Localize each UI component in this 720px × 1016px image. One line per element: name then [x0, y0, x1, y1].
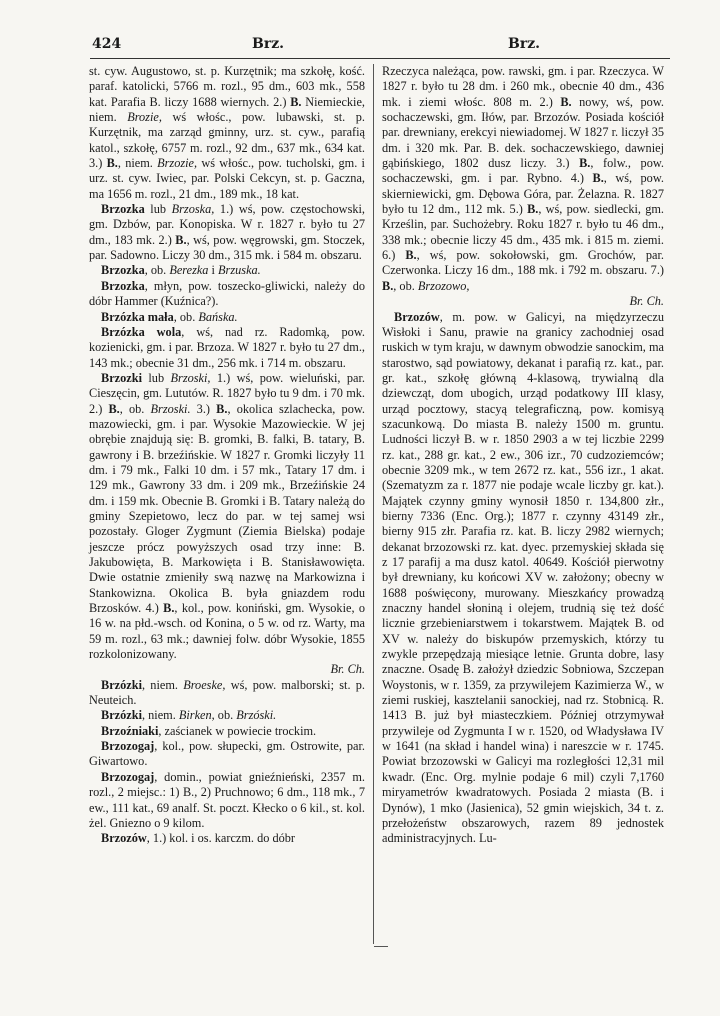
dictionary-entry [382, 64, 664, 310]
entry-text: , niem. [141, 708, 179, 723]
left-column [89, 64, 365, 847]
dictionary-entry [89, 263, 365, 278]
entry-text: , wś, pow. węgrowski, gm. Stoczek, par. Sadowno. Liczy 30 dm., 315 mk. i 584 m. obszaru. [89, 232, 365, 263]
entry-text: , okolica szlachecka, pow. mazowiecki, gm. i par. Wysokie Mazowieckie. W jej obrębie znajdują się: B. gromki, B. falki, B. tatary, B. gawrony i B. brzeźińskie. W 1827 r. Gromki liczyły 11 dm. i 79 mk., Falki 10 dm. i 57 mk., Tatary 17 dm. i 129 mk., Gawrony 33 dm. i 209 mk., Brzeźińskie 24 dm. i 159 mk. Obecnie B. Gromki i B. Tatary należą do gminy Szepietowo, lecz do par. w tej samej wsi pozostały. Gloger Zygmunt (Ziemia Bielska) podaje jeszcze prócz powyższych osad trzy inne: B. Jakubowięta, B. Markowięta i B. Stanisławowięta. Dwie ostatnie zmieniły swą nazwę na Markowizna i Stankowizna. Okolica B. była gniazdem rodu Brzosków. 4.) [89, 401, 365, 616]
page-header [0, 36, 720, 56]
entry-text: , folw., pow. sochaczewski, gm. i par. Rybno. 4.) [382, 156, 664, 186]
entry-headword: B. [175, 232, 187, 247]
entry-text: , m. pow. w Galicyi, na międzyrzeczu Wisłoki i Sanu, prawie na granicy zachodniej osad ruskich w tym kraju, w dawnym obwodzie sanockim, ma starostwo, sąd powiatowy, dekanat i parafią rz. kat., par. gr. kat., szkołę główną 4-klasową, trywialną dla dziewcząt, dom ubogich, urząd podatkowy III klasy, urząd pocztowy, stacyą telegraficzną, pow. komisyą szacunkową. Do miasta B. należy 1500 m. gruntu. Ludności liczył B. w r. 1850 2903 a w tej liczbie 2299 rz. kat., 288 gr. kat., 2 ew., 306 izr., 70 cudzoziemców; obecnie 3209 mk., w tem 2672 rz. kat., 556 izr., 1 akat. (Szematyzm za r. 1877 nie podaje wcale liczby gr. kat.). Majątek czynny gminy wynosił 1850 r. 134,800 złr., bierny 7336 (Enc. Org.); 1877 r. czynny 43149 złr., bierny 915 złr. Parafia rz. kat. B. liczy 2982 wiernych; dekanat brzozowski rz. kat. dyec. przemyskiej składa się z 17 parafij a ma dusz katol. 40649. Kościół pierwotny był drewniany, ku końcowi XV w. założony; obecny w 1688 poświęcony, murowany. Mieszkańcy prowadzą znaczny handel słoniną i olejem, trudnią się też dość licznie grzebieniarstwem i tokarstwem. Majątek B. od XV w. należy do biskupów przemyskich, którzy tu zwykle przepędzają miesiące letnie. Grunta dobre, lasy znaczne. Osadę B. założył dziedzic Sobniowa, Szczepan Woystonis, w r. 1359, za przywilejem Kazimierza W., w ziemi ruskiej, kasztelanii sanockiej, nad rz. Stobnicą. R. 1413 B. już był miasteczkiem. Później otrzymywał przywileje od Zygmunta I w r. 1520, od Władysława IV w 1641 (na skład i handel wina) i nareszcie w r. 1745. Powiat brzozowski w Galicyi ma rozległości 12,31 mil kwadr. (Enc. Org. mylnie podaje 6 mil) czyli 7,1760 miryametrów kwadratowych. Posiada 2 miasta (B. i Dynów), 1 mko (Jasienica), 52 gmin wiejskich, 34 t. z. przełożeństw obszarowych, razem 89 jednostek administracyjnych. Lu- [382, 309, 664, 846]
entry-text: , młyn, pow. toszecko-gliwicki, należy do dóbr Hammer (Kuźnica?). [89, 278, 365, 309]
entry-italic-text: Brzoska, [171, 202, 215, 217]
dictionary-entry [89, 310, 365, 325]
entry-italic-text: Brzoski, [170, 370, 211, 385]
entry-italic-text: Bańska. [198, 309, 238, 324]
entry-headword: Brzózki [101, 708, 142, 723]
entry-headword: B. [108, 401, 120, 416]
dictionary-entry [89, 724, 365, 739]
entry-headword: Brzozogaj [101, 769, 155, 784]
entry-text: i [208, 263, 219, 278]
header-rule [90, 58, 670, 59]
header-left-word: Brz. [252, 36, 285, 52]
dictionary-entry [89, 678, 365, 709]
author-signature: Br. Ch. [629, 294, 664, 309]
right-column [382, 64, 664, 847]
entry-text: , zaścianek w powiecie trockim. [158, 723, 317, 738]
entry-text: 1.) wś, pow. wieluński, par. Cieszęcin, gm. Lututów. R. 1827 było tu 9 dm. i 70 mk. 2.) [89, 370, 365, 416]
dictionary-entry [89, 739, 365, 770]
entry-headword: Brzozka [101, 263, 145, 278]
entry-headword: Brzozów [101, 831, 147, 846]
author-signature: Br. Ch. [330, 662, 365, 677]
entry-italic-text: Berezka [169, 263, 209, 278]
entry-text: wś włośc., pow. tucholski, gm. i urz. st. cyw. Iwiec, par. Polski Cekcyn, st. p. Gaczna, ma 1656 m. rozl., 21 dm., 189 mk., 18 kat. [89, 156, 365, 201]
entry-headword: B. [527, 202, 539, 217]
entry-headword: B. [405, 248, 417, 263]
entry-headword: Brzozka [101, 202, 145, 217]
entry-headword: Brzózka mała [101, 309, 174, 324]
entry-text: , wś, pow. siedlecki, gm. Krześlin, par. Suchożebry. Roku 1827 r. było tu 46 dm., 338 mk.; obecnie liczy 45 dm., 435 mk. i 815 m. ziemi. 6.) [382, 202, 664, 263]
entry-headword: Brzozów [394, 309, 440, 324]
dictionary-entry [89, 770, 365, 831]
entry-text: ob. [214, 708, 237, 723]
dictionary-entry [382, 310, 664, 847]
entry-headword: B. [560, 94, 572, 109]
entry-text: , niem. [117, 156, 158, 171]
entry-headword: B. [592, 171, 604, 186]
entry-headword: B. [579, 156, 591, 171]
entry-text: , wś, pow. sokołowski, gm. Grochów, par. Czerwonka. Liczy 16 dm., 188 mk. i 792 m. obszaru. 7.) [382, 248, 664, 278]
entry-italic-text: Brzóski. [236, 708, 277, 723]
entry-text: , kol., pow. słupecki, gm. Ostrowite, par. Giwartowo. [89, 739, 365, 769]
entry-text: , ob. [144, 263, 170, 278]
entry-headword: Brzozki [101, 370, 142, 385]
column-end-mark [374, 946, 388, 947]
entry-text: wś włośc., pow. lubawski, st. p. Kurzętnik, ma zarząd gminny, urz. st. cyw., parafią katol., szkołę, 6757 m. rozl., 92 dm., 637 mk., 634 kat. 3.) [89, 110, 365, 171]
entry-text: , ob. [119, 401, 151, 416]
entry-text: 1.) wś, pow. częstochowski, gm. Dzbów, par. Konopiska. W r. 1827 r. było tu 27 dm., 183 mk. 2.) [89, 202, 365, 247]
entry-text: , ob. [393, 278, 418, 293]
entry-italic-text: Birken, [178, 708, 215, 723]
dictionary-entry [89, 371, 365, 678]
entry-text: , wś, nad rz. Radomką, pow. kozienicki, gm. i par. Brzoza. W 1827 r. było tu 27 dm., 143 mk.; obecnie 31 dm., 256 mk. i 714 m. obszaru. [89, 324, 365, 370]
entry-text: st. cyw. Augustowo, st. p. Kurzętnik; ma szkołę, kość. paraf. katolicki, 5766 m. rozl., 95 dm., 603 mk., 558 kat. Parafia B. liczy 1688 wiernych. 2.) [89, 64, 365, 109]
entry-headword: Brzoźniaki [101, 723, 159, 738]
column-divider [373, 64, 374, 944]
entry-text: , ob. [173, 309, 199, 324]
entry-text: , niem. [141, 677, 184, 692]
entry-italic-text: Brzozowo, [417, 278, 470, 293]
entry-headword: B. [290, 94, 302, 109]
entry-headword: Brzozka [101, 278, 145, 293]
entry-headword: B. [382, 278, 394, 293]
dictionary-entry [89, 279, 365, 310]
entry-headword: B. [163, 601, 175, 616]
entry-text: , domin., powiat gnieźnieński, 2357 m. rozl., 2 miejsc.: 1) B., 2) Pruchnowo; 6 dm., 118 mk., 7 ew., 111 kat., 69 analf. St. poczt. Kłecko o 6 kil., st. kol. żel. Gniezno o 9 kilom. [89, 769, 365, 830]
entry-text: wś, pow. malborski; st. p. Neuteich. [89, 677, 365, 708]
dictionary-entry [89, 831, 365, 846]
header-right-word: Brz. [508, 36, 541, 52]
entry-headword: B. [216, 401, 228, 416]
entry-text: Rzeczyca należąca, pow. rawski, gm. i par. Rzeczyca. W 1827 r. było tu 28 dm. i 260 mk., obecnie 40 dm., 436 mk. i ziemi włośc. 808 m. 2.) [382, 64, 664, 109]
entry-text: , kol., pow. koniński, gm. Wysokie, o 16 w. na płd.-wsch. od Konina, o 5 w. od rz. Warty, ma 59 m. rozl., 63 mk.; dawniej folw. dóbr Wysokie, 1855 rozkolonizowany. [89, 601, 366, 662]
entry-text: , 1.) kol. i os. karczm. do dóbr [146, 831, 295, 846]
dictionary-entry [89, 325, 365, 371]
entry-italic-text: Brzoski. [150, 401, 191, 416]
entry-headword: B. [106, 156, 118, 171]
entry-headword: Brzózka wola [101, 324, 182, 339]
entry-headword: Brzózki [101, 677, 142, 692]
page-number: 424 [92, 36, 122, 52]
dictionary-entry [89, 64, 365, 202]
entry-italic-text: Brozie, [127, 110, 162, 125]
entry-text: lub [141, 370, 171, 385]
entry-text: Niemieckie, niem. [89, 94, 365, 125]
entry-text: , wś, pow. skierniewicki, gm. Dębowa Góra, par. Żelazna. R. 1827 było tu 12 dm., 112 mk. 5.) [382, 171, 664, 217]
entry-text: 3.) [190, 401, 217, 416]
entry-headword: Brzozogaj [101, 739, 155, 754]
entry-italic-text: Brzozie, [157, 156, 198, 171]
dictionary-entry [89, 202, 365, 263]
dictionary-entry [89, 708, 365, 723]
entry-italic-text: Brzuska. [218, 263, 261, 278]
entry-text: lub [144, 202, 172, 217]
entry-text: nowy, wś, pow. sochaczewski, gm. Iłów, par. Brzozów. Posiada kościół par. drewniany, erekcyi niewiadomej. W 1827 r. liczył 35 dm. i 320 mk. Par. B. dek. sochaczewskiego, dawniej gąbińskiego, 1802 dusz liczy. 3.) [382, 94, 664, 171]
entry-italic-text: Broeske, [183, 677, 226, 692]
